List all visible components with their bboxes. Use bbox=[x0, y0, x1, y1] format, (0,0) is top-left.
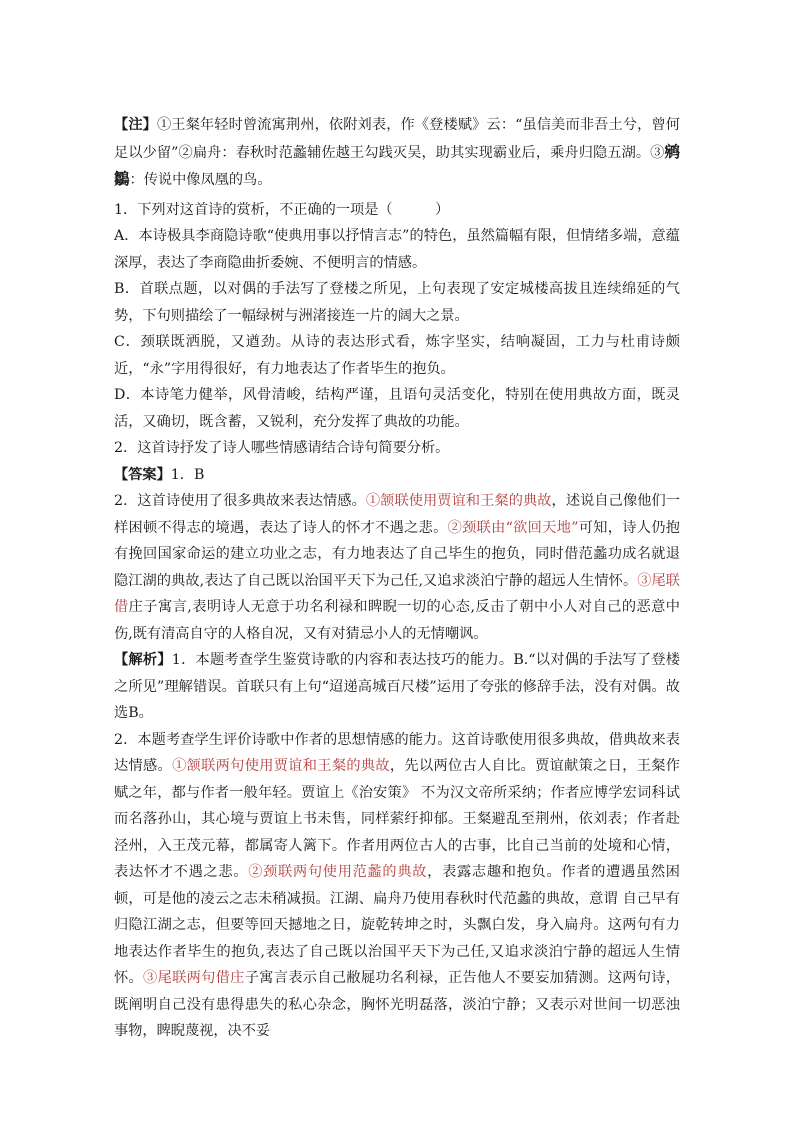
question-1-option-b: B．首联点题，以对偶的手法写了登楼之所见，上句表现了安定城楼高拔且连续绵延的气势，下句则描绘了一幅绿树与洲渚接连一片的阔大之景。 bbox=[114, 281, 680, 324]
analysis-q2-text-c: ，表露志趣和抱负。作者的遭遇虽然困顿，可是他的凌云之志未稍减损。江湖、扁舟乃使用春秋时代范蠡的典故，意谓 自己早有归隐江湖之志，但要等回天撼地之日，旋乾转坤之时，头飘白发，身入扁舟。这两句有力地表达作者毕生的抱负,表达了自己既以治国平天下为己任,又追求淡泊宁静的超远人生情怀。 bbox=[114, 864, 680, 986]
analysis-q2-text-a: 2．本题考查学生评价诗歌中作者的思想情感的能力。这首诗歌使用很多典故，借典故来表达情感。 bbox=[114, 731, 680, 774]
answer-q2-highlight-1: ①颔联使用贾谊和王粲的典故 bbox=[365, 493, 552, 509]
note-text-2: ：传说中像凤凰的鸟。 bbox=[129, 172, 272, 188]
answer-q1 bbox=[114, 462, 680, 489]
answer-q2-highlight-2: ②颈联由“欲回天地” bbox=[447, 519, 579, 536]
answer-q1-text: 1．B bbox=[170, 466, 205, 483]
analysis-q2-highlight-2: ②颈联两句使用范蠡的典故 bbox=[248, 864, 428, 880]
note-paragraph bbox=[114, 112, 680, 194]
analysis-q2-highlight-3: ③尾联两句借庄 bbox=[143, 970, 245, 986]
analysis-q1 bbox=[114, 647, 680, 727]
question-1-option-c: C．颈联既洒脱，又遒劲。从诗的表达形式看，炼字坚实，结响凝固，工力与杜甫诗颇近，“永”字用得很好，有力地表达了作者毕生的抱负。 bbox=[114, 334, 680, 377]
question-1-stem: 1．下列对这首诗的赏析，不正确的一项是（ ） bbox=[114, 201, 450, 218]
analysis-q2 bbox=[114, 727, 680, 1045]
question-1-option-d: D．本诗笔力健举，风骨清峻，结构严谨，且语句灵活变化，特别在使用典故方面，既灵活，又确切，既含蓄，又锐利，充分发挥了典故的功能。 bbox=[114, 387, 680, 430]
document-page bbox=[114, 112, 680, 1045]
question-1-option-a: A．本诗极具李商隐诗歌“使典用事以抒情言志”的特色，虽然篇幅有限，但情绪多端，意蕴深厚，表达了李商隐曲折委婉、不便明言的情感。 bbox=[114, 228, 680, 271]
answer-q2-text-d: 庄子寓言,表明诗人无意于功名利禄和睥睨一切的心态,反击了朝中小人对自己的恶意中伤,既有清高自守的人格自况，又有对猜忌小人的无情嘲讽。 bbox=[114, 599, 680, 642]
answer-q2-highlight-3: ③尾联借 bbox=[114, 572, 680, 615]
note-rare-word: 鹓鶵 bbox=[114, 141, 680, 188]
analysis-q2-highlight-1: ①颔联两句使用贾谊和王粲的典故 bbox=[172, 758, 390, 774]
analysis-q2-text-b: ，先以两位古人自比。贾谊献策之日，王粲作赋之年，都与作者一般年轻。贾谊上《治安策》 不为汉文帝所采纳；作者应博学宏词科试而名落孙山，其心境与贾谊上书未售，同样萦纡抑郁。王粲避乱至荆州，依刘表；作者赴泾州，入王茂元幕，都属寄人篱下。作者用两位古人的古事，比自己当前的处境和心情，表达怀才不遇之悲。 bbox=[114, 758, 680, 880]
answer-tag: 【答案】 bbox=[114, 466, 171, 483]
answer-q2-text-b: ，述说自己像他们一样困顿不得志的境遇，表达了诗人的怀才不遇之悲。 bbox=[114, 493, 680, 536]
answer-q2-text-a: 2．这首诗使用了很多典故来表达情感。 bbox=[114, 493, 366, 509]
analysis-tag: 【解析】 bbox=[114, 652, 172, 668]
analysis-q1-text: 1．本题考查学生鉴赏诗歌的内容和表达技巧的能力。B.“以对偶的手法写了登楼之所见”理解错误。首联只有上句“迢递高城百尺楼”运用了夸张的修辞手法，没有对偶。故选B。 bbox=[114, 652, 680, 721]
note-tag: 【注】 bbox=[114, 117, 157, 133]
answer-q2-text-c: 可知，诗人仍抱有挽回国家命运的建立功业之志，有力地表达了自己毕生的抱负，同时借范蠡功成名就退隐江湖的典故,表达了自己既以治国平天下为己任,又追求淡泊宁静的超远人生情怀。 bbox=[114, 519, 680, 589]
answer-q2 bbox=[114, 488, 680, 647]
note-text-1: ①王粲年轻时曾流寓荆州，依附刘表，作《登楼赋》云：“虽信美而非吾土兮，曾何足以少留”②扁舟：春秋时范蠡辅佐越王勾践灭吴，助其实现霸业后，乘舟归隐五湖。③ bbox=[114, 117, 680, 161]
question-2-stem: 2．这首诗抒发了诗人哪些情感请结合诗句简要分析。 bbox=[114, 440, 450, 456]
analysis-q2-text-d: 子寓言表示自己敝屣功名利禄，正告他人不要妄加猜测。这两句诗，既阐明自己没有患得患失的私心杂念，胸怀光明磊落，淡泊宁静；又表示对世间一切恶浊事物，睥睨蔑视，决不妥 bbox=[114, 970, 680, 1039]
